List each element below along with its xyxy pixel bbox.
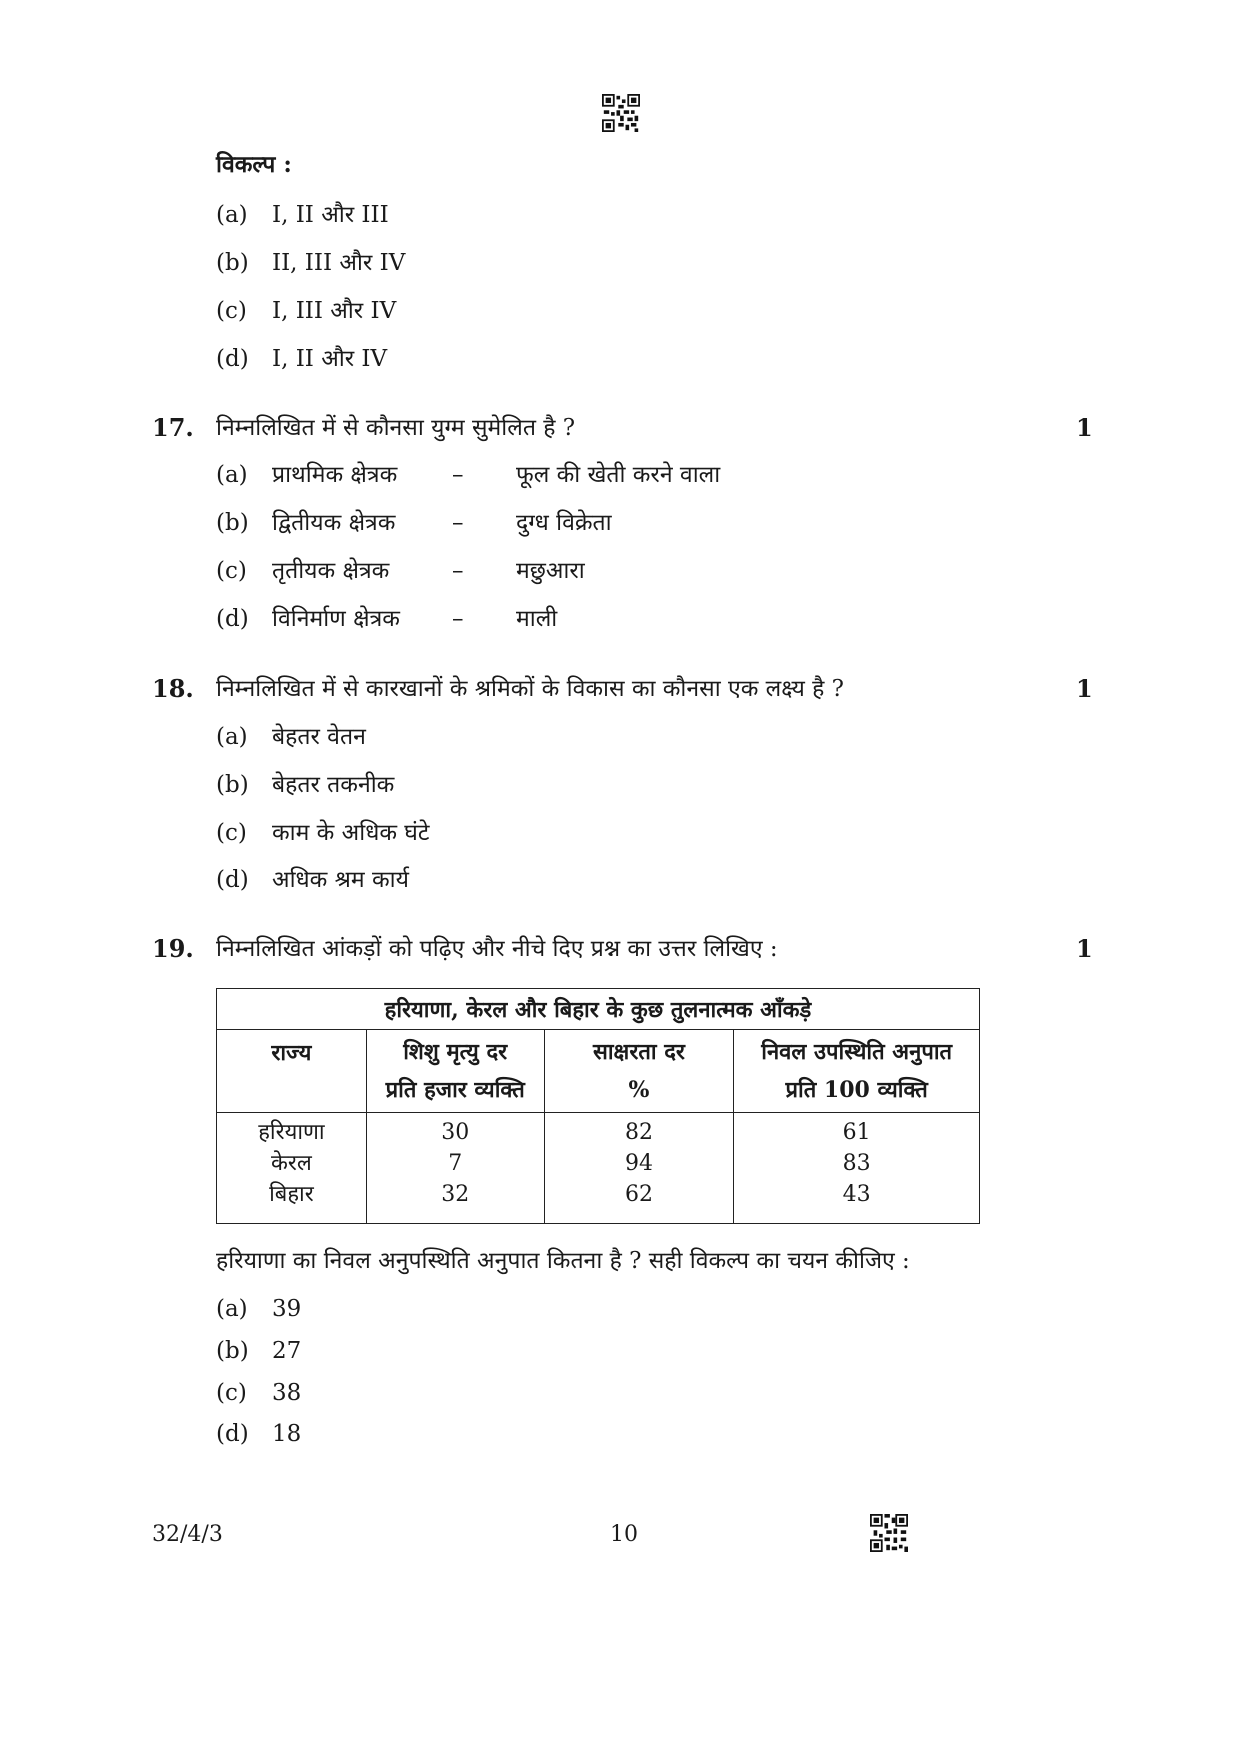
table-body-row	[217, 1113, 980, 1224]
question-number: 17.	[152, 413, 194, 442]
option-letter: (c)	[216, 1380, 247, 1406]
option-dash: –	[452, 462, 464, 488]
question-number: 19.	[152, 934, 194, 963]
question-text: निम्नलिखित आंकड़ों को पढ़िए और नीचे दिए प्रश्न का उत्तर लिखिए :	[216, 936, 778, 962]
option-letter: (d)	[216, 346, 249, 372]
option-letter: (a)	[216, 202, 248, 228]
table-cell: 30	[441, 1120, 470, 1145]
option-text: I, II और IV	[272, 346, 388, 372]
table-cell: बिहार	[269, 1182, 314, 1207]
question-text: निम्नलिखित में से कौनसा युग्म सुमेलित है ?	[216, 415, 576, 441]
option-letter: (b)	[216, 1338, 249, 1364]
options-label: विकल्प :	[216, 151, 292, 178]
table-header-cell	[734, 1030, 980, 1113]
option-text: बेहतर वेतन	[272, 724, 366, 750]
option-letter: (c)	[216, 298, 247, 324]
option-letter: (c)	[216, 558, 247, 584]
header-line2: प्रति 100 व्यक्ति	[785, 1077, 928, 1103]
comparison-table	[216, 988, 980, 1224]
option-letter: (d)	[216, 1421, 249, 1447]
option-letter: (b)	[216, 772, 249, 798]
header-line1: साक्षरता दर	[592, 1039, 685, 1065]
table-cell: 7	[448, 1151, 463, 1176]
paper-code: 32/4/3	[152, 1522, 223, 1547]
option-letter: (b)	[216, 510, 249, 536]
imr-column	[366, 1113, 544, 1224]
table-header-row	[217, 1030, 980, 1113]
table-header-cell	[217, 1030, 367, 1113]
header-line2: %	[628, 1077, 650, 1103]
option-text: I, III और IV	[272, 298, 397, 324]
option-left-text: द्वितीयक क्षेत्रक	[272, 510, 396, 536]
option-right-text: दुग्ध विक्रेता	[516, 510, 612, 536]
option-text: 38	[272, 1380, 302, 1406]
option-letter: (a)	[216, 462, 248, 488]
option-dash: –	[452, 558, 464, 584]
header-line1: राज्य	[271, 1040, 312, 1066]
literacy-column	[544, 1113, 734, 1224]
option-letter: (d)	[216, 606, 249, 632]
header-line2: प्रति हजार व्यक्ति	[385, 1077, 525, 1103]
option-letter: (b)	[216, 250, 249, 276]
option-dash: –	[452, 510, 464, 536]
option-text: II, III और IV	[272, 250, 406, 276]
option-text: 27	[272, 1338, 302, 1364]
option-dash: –	[452, 606, 464, 632]
option-left-text: प्राथमिक क्षेत्रक	[272, 462, 398, 488]
table-cell: 94	[624, 1151, 653, 1176]
question-marks: 1	[1076, 934, 1093, 963]
table-header-cell	[366, 1030, 544, 1113]
table-cell: 62	[624, 1182, 653, 1207]
option-right-text: माली	[516, 606, 558, 632]
option-text: 18	[272, 1421, 302, 1447]
option-letter: (a)	[216, 1296, 248, 1322]
state-column	[217, 1113, 367, 1224]
question-number: 18.	[152, 674, 194, 703]
option-letter: (c)	[216, 820, 247, 846]
table-cell: 32	[441, 1182, 470, 1207]
question-marks: 1	[1076, 674, 1093, 703]
qr-code-icon	[602, 94, 640, 132]
table-cell: 43	[842, 1182, 871, 1207]
question-text: निम्नलिखित में से कारखानों के श्रमिकों के विकास का कौनसा एक लक्ष्य है ?	[216, 676, 845, 702]
table-cell: 61	[842, 1120, 871, 1145]
page-number: 10	[610, 1522, 638, 1547]
table-caption: हरियाणा, केरल और बिहार के कुछ तुलनात्मक आँकड़े	[217, 989, 980, 1030]
option-left-text: तृतीयक क्षेत्रक	[272, 558, 390, 584]
sub-question-text: हरियाणा का निवल अनुपस्थिति अनुपात कितना है ? सही विकल्प का चयन कीजिए :	[216, 1248, 910, 1274]
nar-column	[734, 1113, 980, 1224]
table-cell: 83	[842, 1151, 871, 1176]
option-left-text: विनिर्माण क्षेत्रक	[272, 606, 400, 632]
header-line1: शिशु मृत्यु दर	[403, 1039, 508, 1065]
table-cell: केरल	[271, 1151, 312, 1176]
question-marks: 1	[1076, 413, 1093, 442]
table-cell: 82	[624, 1120, 653, 1145]
option-text: काम के अधिक घंटे	[272, 820, 430, 846]
qr-code-icon	[870, 1514, 908, 1552]
option-text: अधिक श्रम कार्य	[272, 867, 409, 893]
option-letter: (d)	[216, 867, 249, 893]
table-header-cell	[544, 1030, 734, 1113]
option-right-text: मछुआरा	[516, 558, 585, 584]
option-text: I, II और III	[272, 202, 389, 228]
option-right-text: फूल की खेती करने वाला	[516, 462, 721, 488]
option-text: बेहतर तकनीक	[272, 772, 395, 798]
table-cell: हरियाणा	[258, 1120, 325, 1145]
option-text: 39	[272, 1296, 302, 1322]
option-letter: (a)	[216, 724, 248, 750]
header-line1: निवल उपस्थिति अनुपात	[761, 1039, 953, 1065]
